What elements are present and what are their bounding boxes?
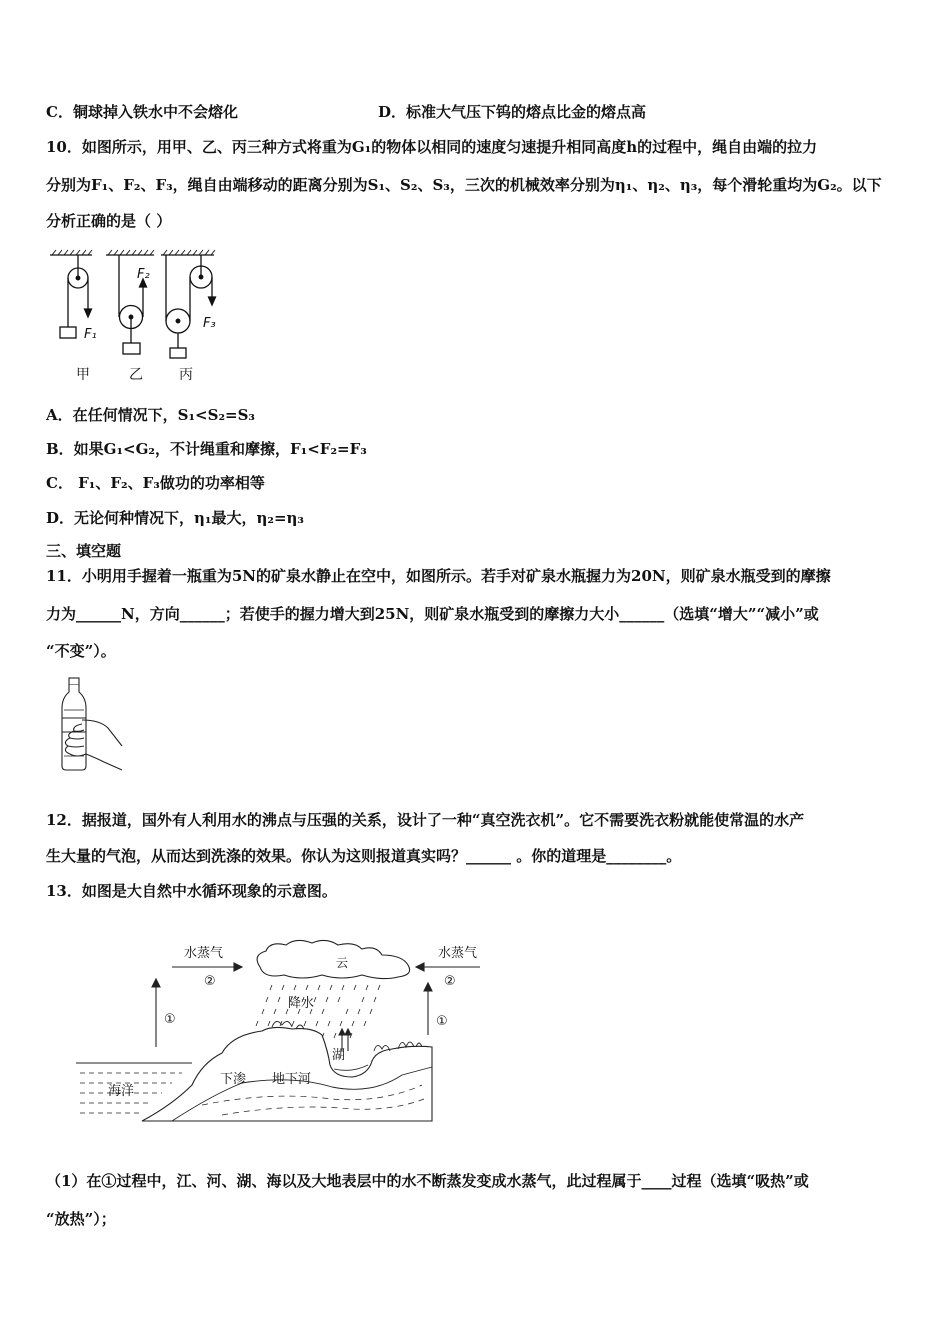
q9-option-d: D．标准大气压下钨的熔点比金的熔点高 bbox=[378, 103, 647, 121]
q10-option-d: D．无论何种情况下，η₁最大，η₂=η₃ bbox=[46, 509, 305, 527]
force-f1: F₁ bbox=[84, 327, 97, 342]
q9-option-c: C．铜球掉入铁水中不会熔化 bbox=[46, 103, 238, 121]
cloud bbox=[257, 940, 410, 978]
q10-option-b: B．如果G₁<G₂，不计绳重和摩擦，F₁<F₂=F₃ bbox=[46, 440, 367, 458]
pulley-figure bbox=[46, 245, 226, 390]
q13-stem-line1: 13．如图是大自然中水循环现象的示意图。 bbox=[46, 882, 337, 900]
q11-stem-line1: 11．小明用手握着一瓶重为5N的矿泉水静止在空中，如图所示。若手对矿泉水瓶握力为20N，则矿泉水瓶受到的摩擦 bbox=[46, 567, 831, 585]
label-yi: 乙 bbox=[129, 367, 143, 383]
bottle-hand-figure bbox=[52, 672, 128, 776]
label-seepage: 下渗 bbox=[220, 1072, 247, 1087]
label-rain: 降水 bbox=[288, 996, 315, 1011]
label-lake: 湖 bbox=[332, 1048, 346, 1063]
force-f3: F₃ bbox=[203, 316, 216, 331]
label-cloud: 云 bbox=[336, 956, 349, 970]
label-vapor-right: 水蒸气 bbox=[438, 946, 478, 961]
bottle-cap bbox=[69, 678, 79, 685]
bing-load bbox=[170, 348, 186, 358]
label-bing: 丙 bbox=[179, 367, 193, 383]
jia-force-arrow bbox=[85, 309, 92, 317]
label-step1-left: ① bbox=[164, 1012, 176, 1027]
q10-stem-line2: 分别为F₁、F₂、F₃，绳自由端移动的距离分别为S₁、S₂、S₃，三次的机械效率分别为η₁、η₂、η₃，每个滑轮重均为G₂。以下 bbox=[46, 176, 882, 194]
hand-upper bbox=[82, 720, 122, 746]
bing-force-arrow bbox=[209, 297, 216, 305]
force-f2: F₂ bbox=[137, 267, 150, 282]
q12-stem-line1: 12．据报道，国外有人利用水的沸点与压强的关系，设计了一种“真空洗衣机”。它不需要洗衣粉就能使常温的水产 bbox=[46, 811, 805, 829]
q10-stem-line1: 10．如图所示，用甲、乙、丙三种方式将重为G₁的物体以相同的速度匀速提升相同高度h的过程中，绳自由端的拉力 bbox=[46, 138, 818, 156]
label-step1-right: ① bbox=[436, 1014, 448, 1029]
label-jia: 甲 bbox=[76, 367, 90, 383]
label-ocean: 海洋 bbox=[108, 1084, 135, 1099]
q13-sub1-line2: “放热”）； bbox=[46, 1210, 116, 1228]
label-vapor-left: 水蒸气 bbox=[184, 946, 224, 961]
label-step2-right: ② bbox=[444, 974, 456, 989]
label-step2-left: ② bbox=[204, 974, 216, 989]
q11-stem-line3: “不变”）。 bbox=[46, 642, 116, 660]
q13-sub1-line1: （1）在①过程中，江、河、湖、海以及大地表层中的水不断蒸发变成水蒸气，此过程属于____过程（选填“吸热”或 bbox=[46, 1172, 809, 1190]
water-cycle-figure bbox=[72, 935, 504, 1125]
section-fill-in-title: 三、填空题 bbox=[46, 542, 122, 560]
yi-load bbox=[123, 343, 140, 354]
q10-option-a: A．在任何情况下，S₁<S₂=S₃ bbox=[46, 406, 255, 424]
q12-stem-line2: 生大量的气泡，从而达到洗涤的效果。你认为这则报道真实吗？______ 。你的道理是________。 bbox=[46, 847, 682, 865]
jia-load bbox=[60, 327, 76, 338]
q10-stem-line3: 分析正确的是（ ） bbox=[46, 212, 172, 230]
q10-option-c: C． F₁、F₂、F₃做功的功率相等 bbox=[46, 474, 265, 492]
q11-stem-line2: 力为______N，方向______；若使手的握力增大到25N，则矿泉水瓶受到的摩擦力大小______（选填“增大”“减小”或 bbox=[46, 605, 819, 623]
label-underground-river: 地下河 bbox=[272, 1072, 312, 1087]
lake-water bbox=[334, 1065, 368, 1070]
